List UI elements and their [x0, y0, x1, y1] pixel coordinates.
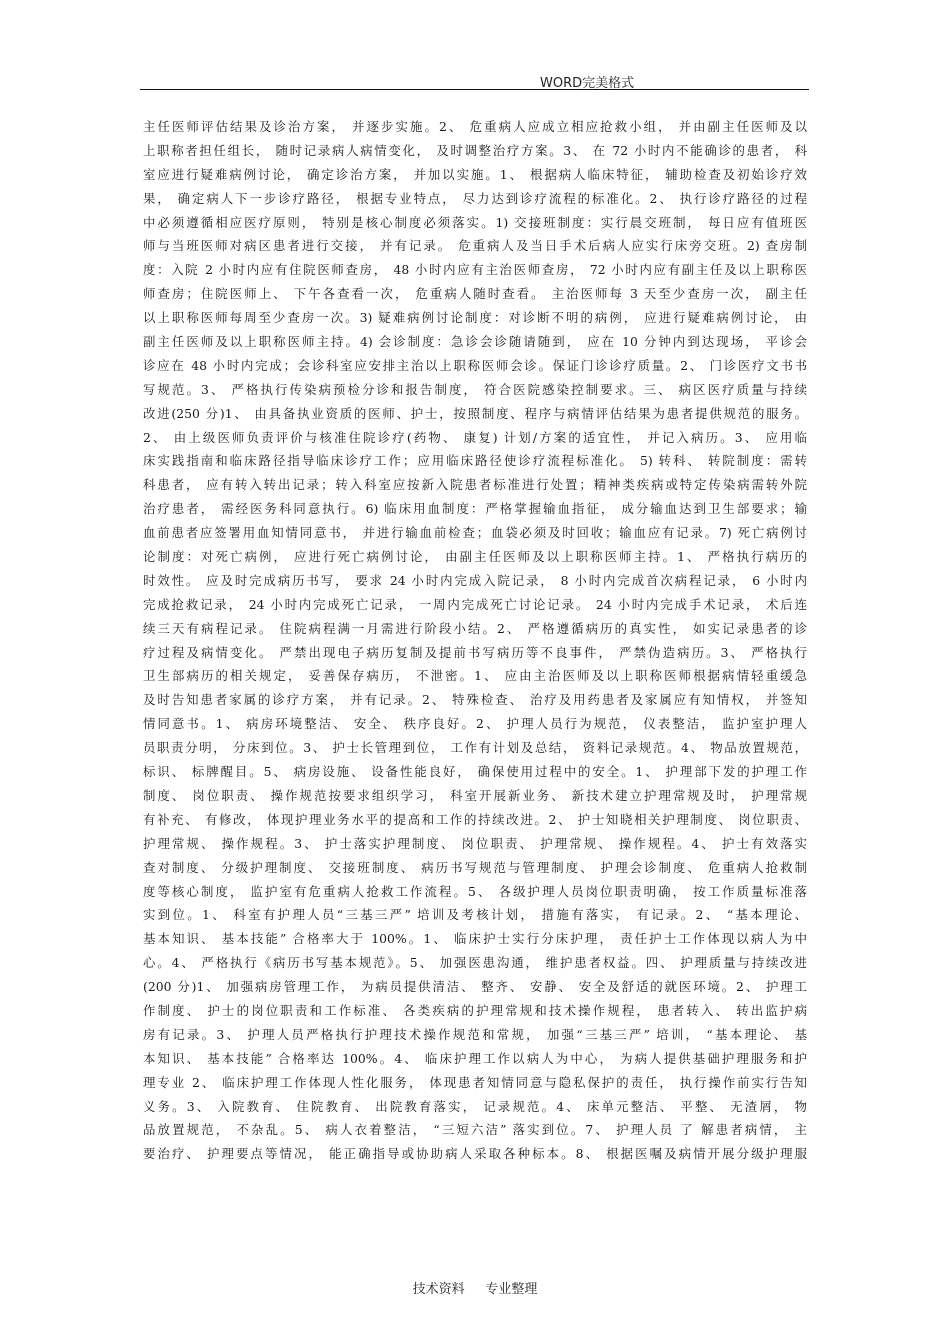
body-text-line: 度等核心制度， 监护室有危重病人抢救工作流程。5、 各级护理人员岗位职责明确， 按工作质量标准落 — [143, 883, 807, 899]
body-text-line: 主任医师评估结果及诊治方案， 并逐步实施。2、 危重病人应成立相应抢救小组， 并由副主任医师及以 — [143, 119, 807, 134]
body-text-line: 上职称者担任组长， 随时记录病人病情变化， 及时调整治疗方案。3、 在 72 小时内不能确诊的患者， 科 — [143, 142, 807, 158]
body-text-line: 实到位。1、 科室有护理人员“三基三严” 培训及考核计划， 措施有落实， 有记录。2、 “基本理论、 — [143, 907, 807, 923]
body-text-line: 师与当班医师对病区患者进行交接， 并有记录。 危重病人及当日手术后病人应实行床旁交班。2) 查房制 — [143, 238, 807, 254]
body-text-line: 作制度、 护士的岗位职责和工作标准、 各类疾病的护理常规和技术操作规程， 患者转入、 转出监护病 — [143, 1002, 807, 1018]
body-text-line: 标识、 标牌醒目。5、 病房设施、 设备性能良好， 确保使用过程中的安全。1、 护理部下发的护理工作 — [143, 764, 807, 780]
body-text-line: 床实践指南和临床路径指导临床诊疗工作；应用临床路径使诊疗流程标准化。 5) 转科、 转院制度：需转 — [143, 453, 807, 469]
body-text-line: 科患者， 应有转入转出记录；转入科室应按新入院患者标准进行处置；精神类疾病或特定传染病需转外院 — [143, 477, 807, 493]
body-text-line: 改进(250 分)1、 由具备执业资质的医师、护士，按照制度、程序与病情评估结果为患者提供规范的服务。 — [143, 405, 807, 421]
body-text-line: 及时告知患者家属的诊疗方案， 并有记录。2、 特殊检查、 治疗及用药患者及家属应有知情权， 并签知 — [143, 692, 807, 708]
body-text-line: 卫生部病历的相关规定， 妥善保存病历， 不泄密。1、 应由主治医师及以上职称医师根据病情轻重缓急 — [143, 668, 807, 684]
page-footer: 技术资料 专业整理 — [412, 1282, 538, 1297]
body-text-line: (200 分)1、 加强病房管理工作， 为病员提供清洁、 整齐、 安静、 安全及舒适的就医环境。2、 护理工 — [143, 979, 807, 995]
body-text-line: 写规范。3、 严格执行传染病预检分诊和报告制度， 符合医院感染控制要求。三、 病区医疗质量与持续 — [143, 381, 807, 397]
body-text-line: 情同意书。1、 病房环境整洁、 安全、 秩序良好。2、 护理人员行为规范， 仪表整洁， 监护室护理人 — [143, 716, 807, 732]
body-text-line: 续三天有病程记录。 住院病程满一月需进行阶段小结。2、 严格遵循病历的真实性， 如实记录患者的诊 — [143, 620, 807, 636]
body-text-line: 有补充、 有修改， 体现护理业务水平的提高和工作的持续改进。2、 护士知晓相关护理制度、 岗位职责、 — [143, 811, 807, 827]
body-text-line: 疗过程及病情变化。 严禁出现电子病历复制及提前书写病历等不良事件， 严禁伪造病历。3、 严格执行 — [143, 644, 807, 660]
body-text-line: 以上职称医师每周至少查房一次。3) 疑难病例讨论制度：对诊断不明的病例， 应进行疑难病例讨论， 由 — [143, 310, 807, 326]
body-text-line: 心。4、 严格执行《病历书写基本规范》。5、 加强医患沟通， 维护患者权益。四、 护理质量与持续改进 — [143, 955, 807, 971]
body-text-line: 副主任医师及以上职称医师主持。4) 会诊制度：急诊会诊随请随到， 应在 10 分钟内到达现场， 平诊会 — [143, 334, 807, 350]
body-text-line: 师查房；住院医师上、 下午各查看一次， 危重病人随时查看。 主治医师每 3 天至少查房一次， 副主任 — [143, 286, 807, 302]
body-text-line: 血前患者应签署用血知情同意书， 并进行输血前检查；血袋必须及时回收；输血应有记录。7) 死亡病例讨 — [143, 525, 807, 541]
page-header-title: WORD完美格式 — [540, 76, 635, 91]
body-text-line: 房有记录。3、 护理人员严格执行护理技术操作规范和常规， 加强“三基三严” 培训， “基本理论、 基 — [143, 1026, 807, 1042]
body-text-line: 品放置规范， 不杂乱。5、 病人衣着整洁， “三短六洁” 落实到位。7、 护理人员 了 解患者病情， 主 — [143, 1122, 807, 1138]
body-text-line: 论制度：对死亡病例， 应进行死亡病例讨论， 由副主任医师及以上职称医师主持。1、 严格执行病历的 — [143, 549, 807, 565]
body-text-line: 员职责分明， 分床到位。3、 护士长管理到位， 工作有计划及总结， 资料记录规范。4、 物品放置规范， — [143, 740, 807, 756]
body-text-line: 中必须遵循相应医疗原则， 特别是核心制度必须落实。1) 交接班制度：实行晨交班制， 每日应有值班医 — [143, 214, 807, 230]
body-text-line: 查对制度、 分级护理制度、 交接班制度、 病历书写规范与管理制度、 护理会诊制度、 危重病人抢救制 — [143, 859, 807, 875]
body-text-line: 制度、 岗位职责、 操作规范按要求组织学习， 科室开展新业务、 新技术建立护理常规及时， 护理常规 — [143, 787, 807, 803]
body-text-line: 治疗患者， 需经医务科同意执行。6) 临床用血制度：严格掌握输血指征， 成分输血达到卫生部要求；输 — [143, 501, 807, 517]
body-text-line: 完成抢救记录， 24 小时内完成死亡记录， 一周内完成死亡讨论记录。 24 小时内完成手术记录， 术后连 — [143, 596, 807, 612]
body-text-line: 护理常规、 操作规程。3、 护士落实护理制度、 岗位职责、 护理常规、 操作规程。4、 护士有效落实 — [143, 835, 807, 851]
body-text-line: 度：入院 2 小时内应有住院医师查房， 48 小时内应有主治医师查房， 72 小时内应有副主任及以上职称医 — [143, 262, 807, 278]
body-text-line: 基本知识、 基本技能” 合格率大于 100%。1、 临床护士实行分床护理， 责任护士工作体现以病人为中 — [143, 931, 807, 947]
body-text-line: 室应进行疑难病例讨论， 确定诊治方案， 并加以实施。1、 根据病人临床特征， 辅助检查及初始诊疗效 — [143, 166, 807, 182]
body-text-line: 诊应在 48 小时内完成；会诊科室应安排主治以上职称医师会诊。保证门诊诊疗质量。2、 门诊医疗文书书 — [143, 357, 807, 373]
document-body — [143, 115, 807, 1250]
header-divider — [140, 89, 809, 90]
body-text-line: 要治疗、 护理要点等情况， 能正确指导或协助病人采取各种标本。8、 根据医嘱及病情开展分级护理服 — [143, 1146, 807, 1162]
body-text-line: 时效性。 应及时完成病历书写， 要求 24 小时内完成入院记录， 8 小时内完成首次病程记录， 6 小时内 — [143, 572, 807, 588]
body-text-line: 义务。3、 入院教育、 住院教育、 出院教育落实， 记录规范。4、 床单元整洁、 平整、 无渣屑， 物 — [143, 1098, 807, 1114]
body-text-line: 果， 确定病人下一步诊疗路径， 根据专业特点， 尽力达到诊疗流程的标准化。2、 执行诊疗路径的过程 — [143, 190, 807, 206]
body-text-line: 本知识、 基本技能” 合格率达 100%。4、 临床护理工作以病人为中心， 为病人提供基础护理服务和护 — [143, 1050, 807, 1066]
body-text-line: 2、 由上级医师负责评价与核准住院诊疗(药物、 康复) 计划/方案的适宜性， 并记入病历。3、 应用临 — [143, 429, 807, 445]
body-text-line: 理专业 2、 临床护理工作体现人性化服务， 体现患者知情同意与隐私保护的责任， 执行操作前实行告知 — [143, 1074, 807, 1090]
